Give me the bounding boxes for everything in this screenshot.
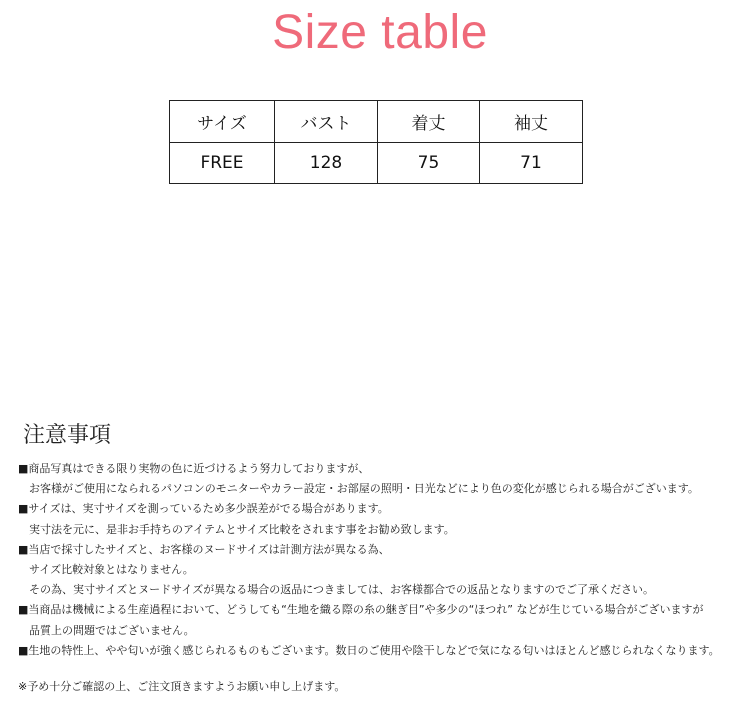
size-table	[169, 100, 583, 184]
note-line: ■生地の特性上、やや匂いが強く感じられるものもございます。数日のご使用や陰干しなどで気になる匂いはほとんど感じられなくなります。	[18, 643, 720, 657]
notes-heading: 注意事項	[23, 423, 112, 448]
note-line: ■当店で採寸したサイズと、お客様のヌードサイズは計測方法が異なる為、	[18, 542, 390, 556]
header-bust: バスト	[275, 101, 378, 143]
header-length: 着丈	[378, 101, 480, 143]
size-table-header-row	[170, 101, 583, 143]
cell-size: FREE	[170, 143, 275, 184]
page-title: Size table	[272, 6, 488, 59]
cell-sleeve: 71	[480, 143, 583, 184]
cell-bust: 128	[275, 143, 378, 184]
note-line: その為、実寸サイズとヌードサイズが異なる場合の返品につきましては、お客様都合での返品となりますのでご了承ください。	[18, 583, 655, 597]
cell-length: 75	[378, 143, 480, 184]
note-line: ■当商品は機械による生産過程において、どうしても“生地を織る際の糸の継ぎ目”や多少の“ほつれ” などが生じている場合がございますが	[18, 603, 704, 617]
note-line: 実寸法を元に、是非お手持ちのアイテムとサイズ比較をされます事をお勧め致します。	[18, 522, 455, 536]
note-line: ■サイズは、実寸サイズを測っているため多少誤差がでる場合があります。	[18, 502, 389, 516]
note-line: サイズ比較対象とはなりません。	[18, 563, 194, 577]
note-line: お客様がご使用になられるパソコンのモニターやカラー設定・お部屋の照明・日光などにより色の変化が感じられる場合がございます。	[18, 482, 699, 496]
note-line: 品質上の問題ではございません。	[18, 623, 195, 637]
footer-note: ※予め十分ご確認の上、ご注文頂きますようお願い申し上げます。	[18, 680, 346, 693]
table-row	[170, 143, 583, 184]
notes-list	[18, 459, 748, 661]
note-line: ■商品写真はできる限り実物の色に近づけるよう努力しておりますが、	[18, 462, 370, 475]
header-size: サイズ	[170, 101, 275, 143]
header-sleeve: 袖丈	[480, 101, 583, 143]
